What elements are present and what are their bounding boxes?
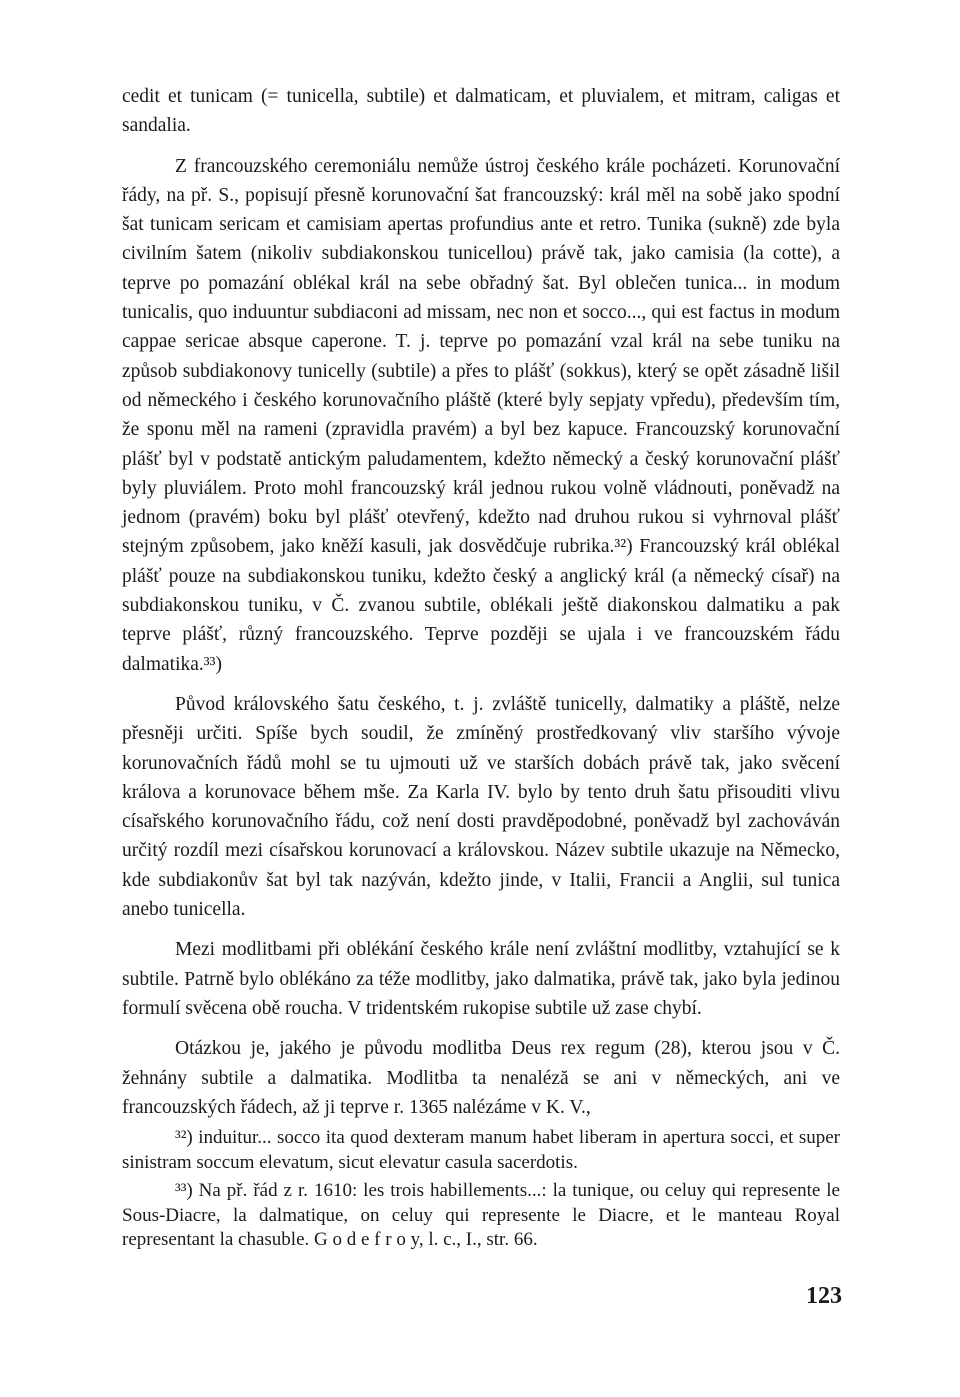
body-text <box>122 82 840 1133</box>
paragraph-continued: cedit et tunicam (= tunicella, subtile) et dalmaticam, et pluvialem, et mitram, caligas et sandalia. <box>122 86 840 137</box>
paragraph-origin-of-garment: Původ královského šatu českého, t. j. zvláště tunicelly, dalmatiky a pláště, nelze přesněji určiti. Spíše bych soudil, že zmíněný prostředkovaný vliv staršího vývoje korunovačních řádů mohl se tu ujmouti už ve starších dobách právě tak, jako svěcení králova a korunovace během mše. Za Karla IV. bylo by tento druh šatu přisouditi vlivu císařského korunovačního řádu, což není dosti pravděpodobné, poněvadž byl zachováván určitý rozdíl mezi císařskou korunovací a královskou. Název subtile ukazuje na Německo, kde subdiakonův šat byl tak nazýván, kdežto jinde, v Italii, Francii a Anglii, sul tunica anebo tunicella. <box>122 693 840 921</box>
footnotes <box>122 1126 840 1257</box>
footnote-33: ³³) Na př. řád z r. 1610: les trois habillements...: la tunique, ou celuy qui represente le Sous-Diacre, la dalmatique, on celuy qui represente le Diacre, et le manteau Royal representant la chasuble. G o d e f r o y, l. c., I., str. 66. <box>122 1180 840 1250</box>
footnote-32: ³²) induitur... socco ita quod dexteram manum habet liberam in apertura socci, et super sinistram soccum elevatum, sicut elevatur casula sacerdotis. <box>122 1127 840 1173</box>
paragraph-prayers: Mezi modlitbami při oblékání českého krále není zvláštní modlitby, vztahující se k subtile. Patrně bylo oblékáno za téže modlitby, jako dalmatika, právě tak, jako byla jedinou formulí svěcena obě roucha. V tridentském rukopise subtile už zase chybí. <box>122 939 840 1019</box>
paragraph-deus-rex-regum: Otázkou je, jakého je původu modlitba Deus rex regum (28), kterou jsou v Č. žehnány subtile a dalmatika. Modlitba ta nenaléză se ani v německých, ani ve francouzských řádech, až ji teprve r. 1365 nalézáme v K. V., <box>122 1038 840 1118</box>
paragraph-french-ceremonial: Z francouzského ceremoniálu nemůže ústroj českého krále pocházeti. Korunovační řády, na př. S., popisují přesně korunovační šat francouzský: král měl na sobě jako spodní šat tunicam sericam et camisiam apertas profundius ante et retro. Tunika (sukně) zde byla civilním šatem (nikoliv subdiakonskou tunicellou) právě tak, jako camisia (la cotte), a teprve po pomazání oblékal král na sebe obřadný šat. Byl oblečen tunica... in modum tunicalis, quo induuntur subdiaconi ad missam, nec non et socco..., qui est factus in modum cappae sericae absque caperone. T. j. teprve po pomazání vzal král na sebe tuniku na způsob subdiakonovy tunicelly (subtile) a přes to plášť (sokkus), který se opět zásadně lišil od německého i českého korunovačního pláště (které byly sepjaty vpředu), především tím, že sponu měl na rameni (zpravidla pravém) a byl bez kapuce. Francouzský korunovační plášť byl v podstatě antickým paludamentem, kdežto německý a český korunovační plášť byly pluviálem. Proto mohl francouzský král jednou rukou volně vládnouti, poněvadž na jednom (pravém) boku byl plášť otevřený, kdežto nad druhou rukou si vyhrnoval plášť stejným způsobem, jako kněží kasuli, jak dosvědčuje rubrika.³²) Francouzský král oblékal plášť pouze na subdiakonskou tuniku, kdežto český a anglický král (a německý císař) na subdiakonskou tuniku, v Č. zvanou subtile, oblékali ještě diakonskou dalmatiku a pak teprve plášť, různý francouzského. Teprve později se ujala i ve francouzském řádu dalmatika.³³) <box>122 155 840 675</box>
page-number: 123 <box>806 1283 842 1309</box>
